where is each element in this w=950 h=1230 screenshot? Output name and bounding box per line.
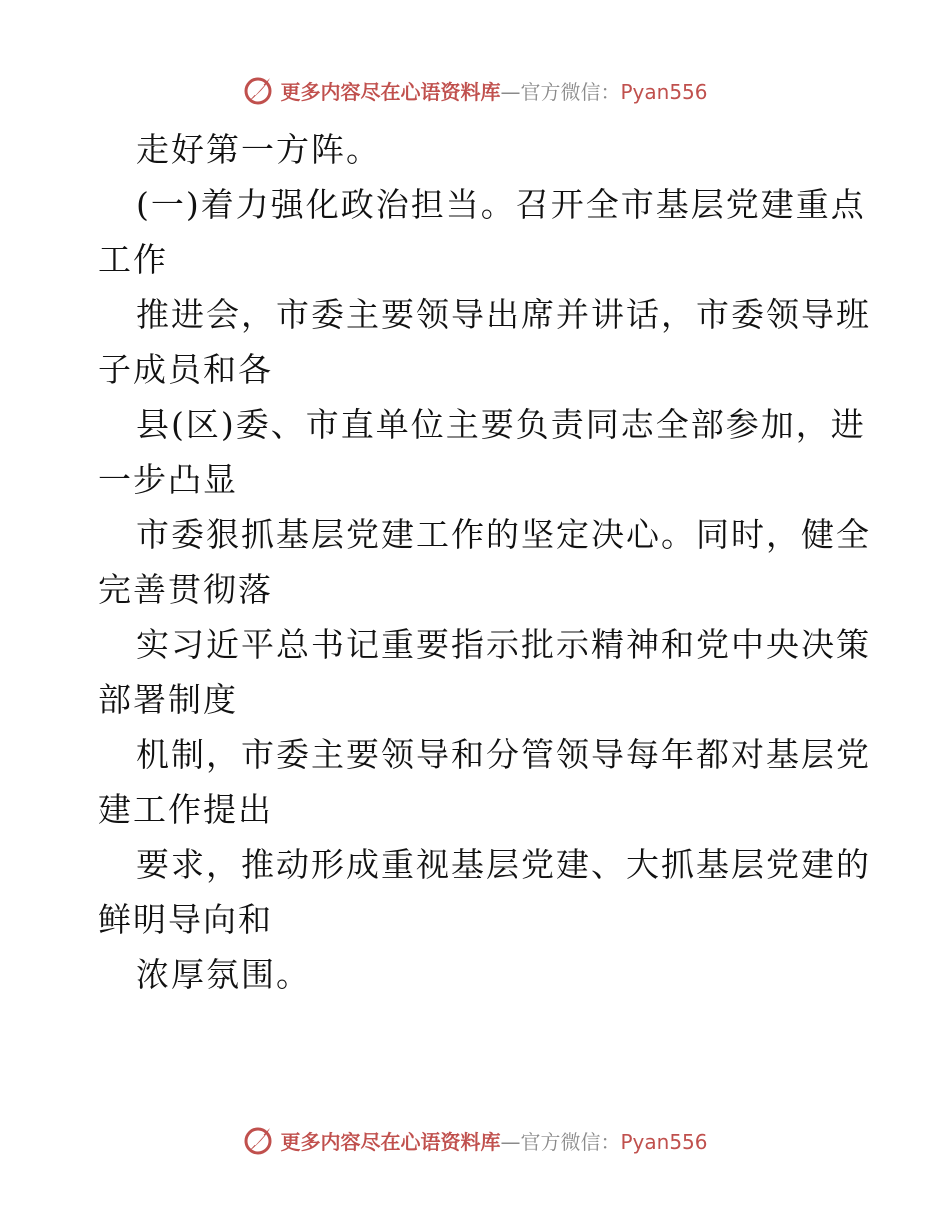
body-line: 机制，市委主要领导和分管领导每年都对基层党 bbox=[136, 735, 871, 774]
header-brand: 更多内容尽在心语资料库 bbox=[280, 79, 501, 104]
header-handle: Pyan556 bbox=[620, 79, 708, 104]
body-line: 鲜明导向和 bbox=[98, 900, 273, 939]
body-line: 工作 bbox=[98, 240, 168, 279]
body-line: 走好第一方阵。 bbox=[136, 130, 381, 169]
body-line: (一)着力强化政治担当。召开全市基层党建重点 bbox=[136, 185, 866, 224]
footer-official-label: 官方微信： bbox=[520, 1129, 621, 1154]
body-line: 要求，推动形成重视基层党建、大抓基层党建的 bbox=[136, 845, 871, 884]
document-body bbox=[98, 122, 871, 1002]
body-line: 县(区)委、市直单位主要负责同志全部参加，进 bbox=[136, 405, 866, 444]
body-line: 浓厚氛围。 bbox=[136, 955, 311, 994]
body-line: 子成员和各 bbox=[98, 350, 273, 389]
body-line: 市委狠抓基层党建工作的坚定决心。同时，健全 bbox=[136, 515, 871, 554]
header-watermark-banner bbox=[0, 70, 950, 110]
footer-brand: 更多内容尽在心语资料库 bbox=[280, 1129, 501, 1154]
header-official-label: 官方微信： bbox=[520, 79, 621, 104]
header-banner-text bbox=[280, 76, 707, 105]
body-line: 一步凸显 bbox=[98, 460, 238, 499]
body-line: 实习近平总书记重要指示批示精神和党中央决策 bbox=[136, 625, 871, 664]
feather-circle-logo-icon bbox=[242, 74, 274, 106]
feather-circle-logo-icon bbox=[242, 1124, 274, 1156]
body-line: 部署制度 bbox=[98, 680, 238, 719]
footer-handle: Pyan556 bbox=[620, 1129, 708, 1154]
footer-watermark-banner bbox=[0, 1120, 950, 1160]
footer-separator: — bbox=[500, 1129, 521, 1154]
body-line: 推进会，市委主要领导出席并讲话，市委领导班 bbox=[136, 295, 871, 334]
footer-banner-text bbox=[280, 1126, 707, 1155]
body-line: 完善贯彻落 bbox=[98, 570, 273, 609]
header-separator: — bbox=[500, 79, 521, 104]
body-line: 建工作提出 bbox=[98, 790, 273, 829]
